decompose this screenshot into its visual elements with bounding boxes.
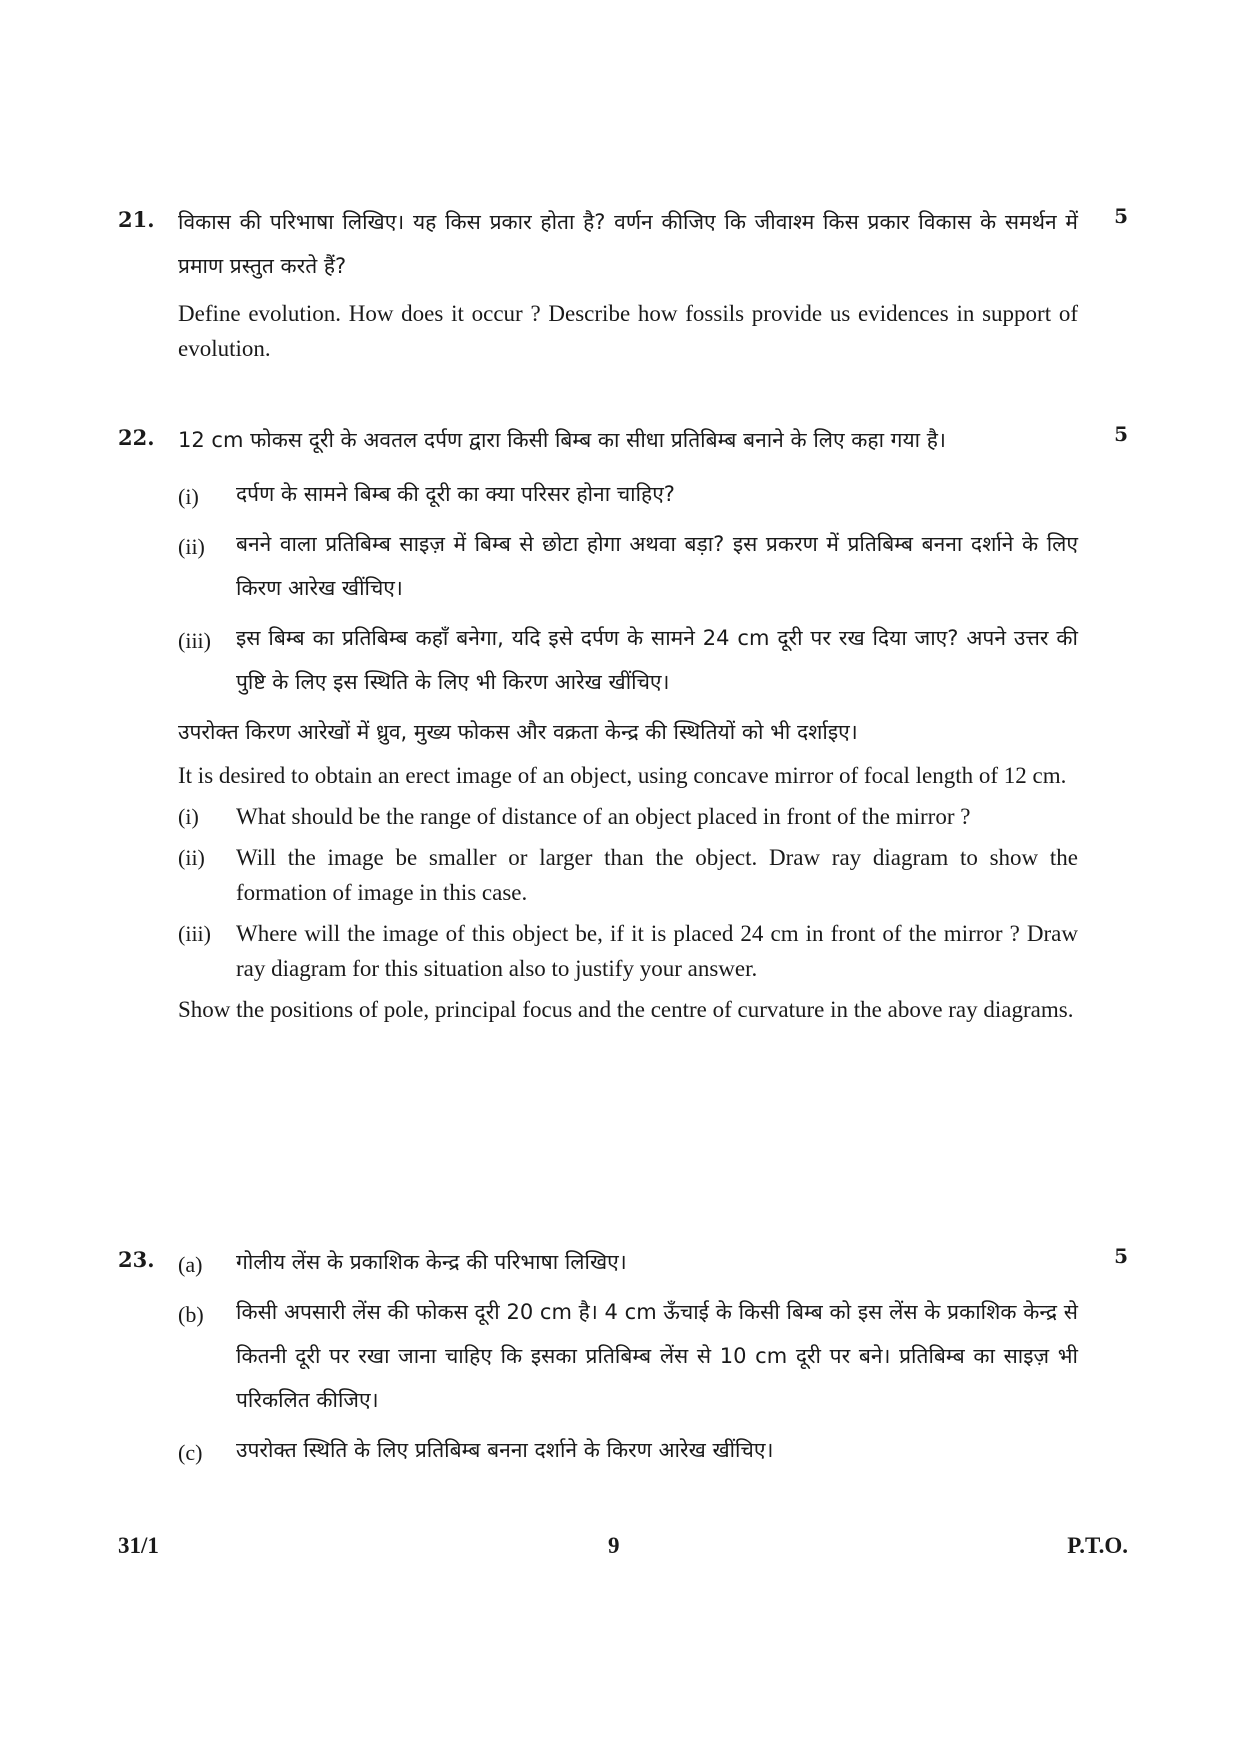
question-number: 23. [118,1247,155,1272]
question-intro-english: It is desired to obtain an erect image of an object, using concave mirror of focal length of 12 cm. [178,763,1067,788]
sub-question-label: (a) [178,1252,203,1277]
sub-question-text: Where will the image of this object be, if it is placed 24 cm in front of the mirror ? Draw ray diagram for this situation also to justify your answer. [236,921,1078,981]
sub-question-text: इस बिम्ब का प्रतिबिम्ब कहाँ बनेगा, यदि इसे दर्पण के सामने 24 cm दूरी पर रख दिया जाए? अपने उत्तर की पुष्टि के लिए इस स्थिति के लिए भी किरण आरेख खींचिए। [236,626,1078,694]
sub-question-text: गोलीय लेंस के प्रकाशिक केन्द्र की परिभाषा लिखिए। [236,1250,627,1274]
sub-question-c-hindi [178,1428,1078,1472]
question-outro-hindi: उपरोक्त किरण आरेखों में ध्रुव, मुख्य फोकस और वक्रता केन्द्र की स्थितियों को भी दर्शाइए। [178,720,858,744]
sub-question-i-hindi [178,472,1078,516]
sub-question-label: (ii) [178,534,205,559]
sub-question-b-hindi [178,1290,1078,1422]
sub-question-label: (i) [178,484,199,509]
sub-question-i-english [178,799,1078,834]
sub-question-iii-english [178,916,1078,986]
sub-question-text: दर्पण के सामने बिम्ब की दूरी का क्या परिसर होना चाहिए? [236,482,675,506]
sub-question-label: (c) [178,1440,203,1465]
question-text-hindi: विकास की परिभाषा लिखिए। यह किस प्रकार होता है? वर्णन कीजिए कि जीवाश्म किस प्रकार विकास के समर्थन में प्रमाण प्रस्तुत करते हैं? [178,210,1078,278]
question-number: 21. [118,207,155,232]
sub-question-text: उपरोक्त स्थिति के लिए प्रतिबिम्ब बनना दर्शाने के किरण आरेख खींचिए। [236,1438,774,1462]
marks: 5 [1114,204,1128,228]
question-outro-english: Show the positions of pole, principal focus and the centre of curvature in the above ray diagrams. [178,997,1074,1022]
sub-question-label: (iii) [178,628,211,653]
page-footer [118,1533,1128,1563]
marks: 5 [1114,422,1128,446]
sub-question-ii-english [178,840,1078,910]
question-intro-hindi: 12 cm फोकस दूरी के अवतल दर्पण द्वारा किसी बिम्ब का सीधा प्रतिबिम्ब बनाने के लिए कहा गया है। [178,428,946,452]
sub-question-text: किसी अपसारी लेंस की फोकस दूरी 20 cm है। 4 cm ऊँचाई के किसी बिम्ब को इस लेंस के प्रकाशिक केन्द्र से कितनी दूरी पर रखा जाना चाहिए कि इसका प्रतिबिम्ब लेंस से 10 cm दूरी पर बने। प्रतिबिम्ब का साइज़ भी परिकलित कीजिए। [236,1300,1078,1412]
sub-question-text: What should be the range of distance of an object placed in front of the mirror ? [236,804,971,829]
sub-question-label: (iii) [178,921,211,946]
please-turn-over: P.T.O. [1067,1533,1128,1558]
sub-question-iii-hindi [178,616,1078,704]
sub-question-a-hindi [178,1240,1078,1284]
sub-question-text: Will the image be smaller or larger than the object. Draw ray diagram to show the formation of image in this case. [236,845,1078,905]
question-text-english: Define evolution. How does it occur ? Describe how fossils provide us evidences in support of evolution. [178,301,1078,361]
sub-question-label: (i) [178,804,199,829]
sub-question-text: बनने वाला प्रतिबिम्ब साइज़ में बिम्ब से छोटा होगा अथवा बड़ा? इस प्रकरण में प्रतिबिम्ब बनना दर्शाने के लिए किरण आरेख खींचिए। [236,532,1078,600]
sub-question-ii-hindi [178,522,1078,610]
paper-code: 31/1 [118,1533,159,1558]
marks: 5 [1114,1244,1128,1268]
question-number: 22. [118,425,155,450]
page-number: 9 [608,1533,620,1558]
sub-question-label: (b) [178,1302,204,1327]
sub-question-label: (ii) [178,845,205,870]
